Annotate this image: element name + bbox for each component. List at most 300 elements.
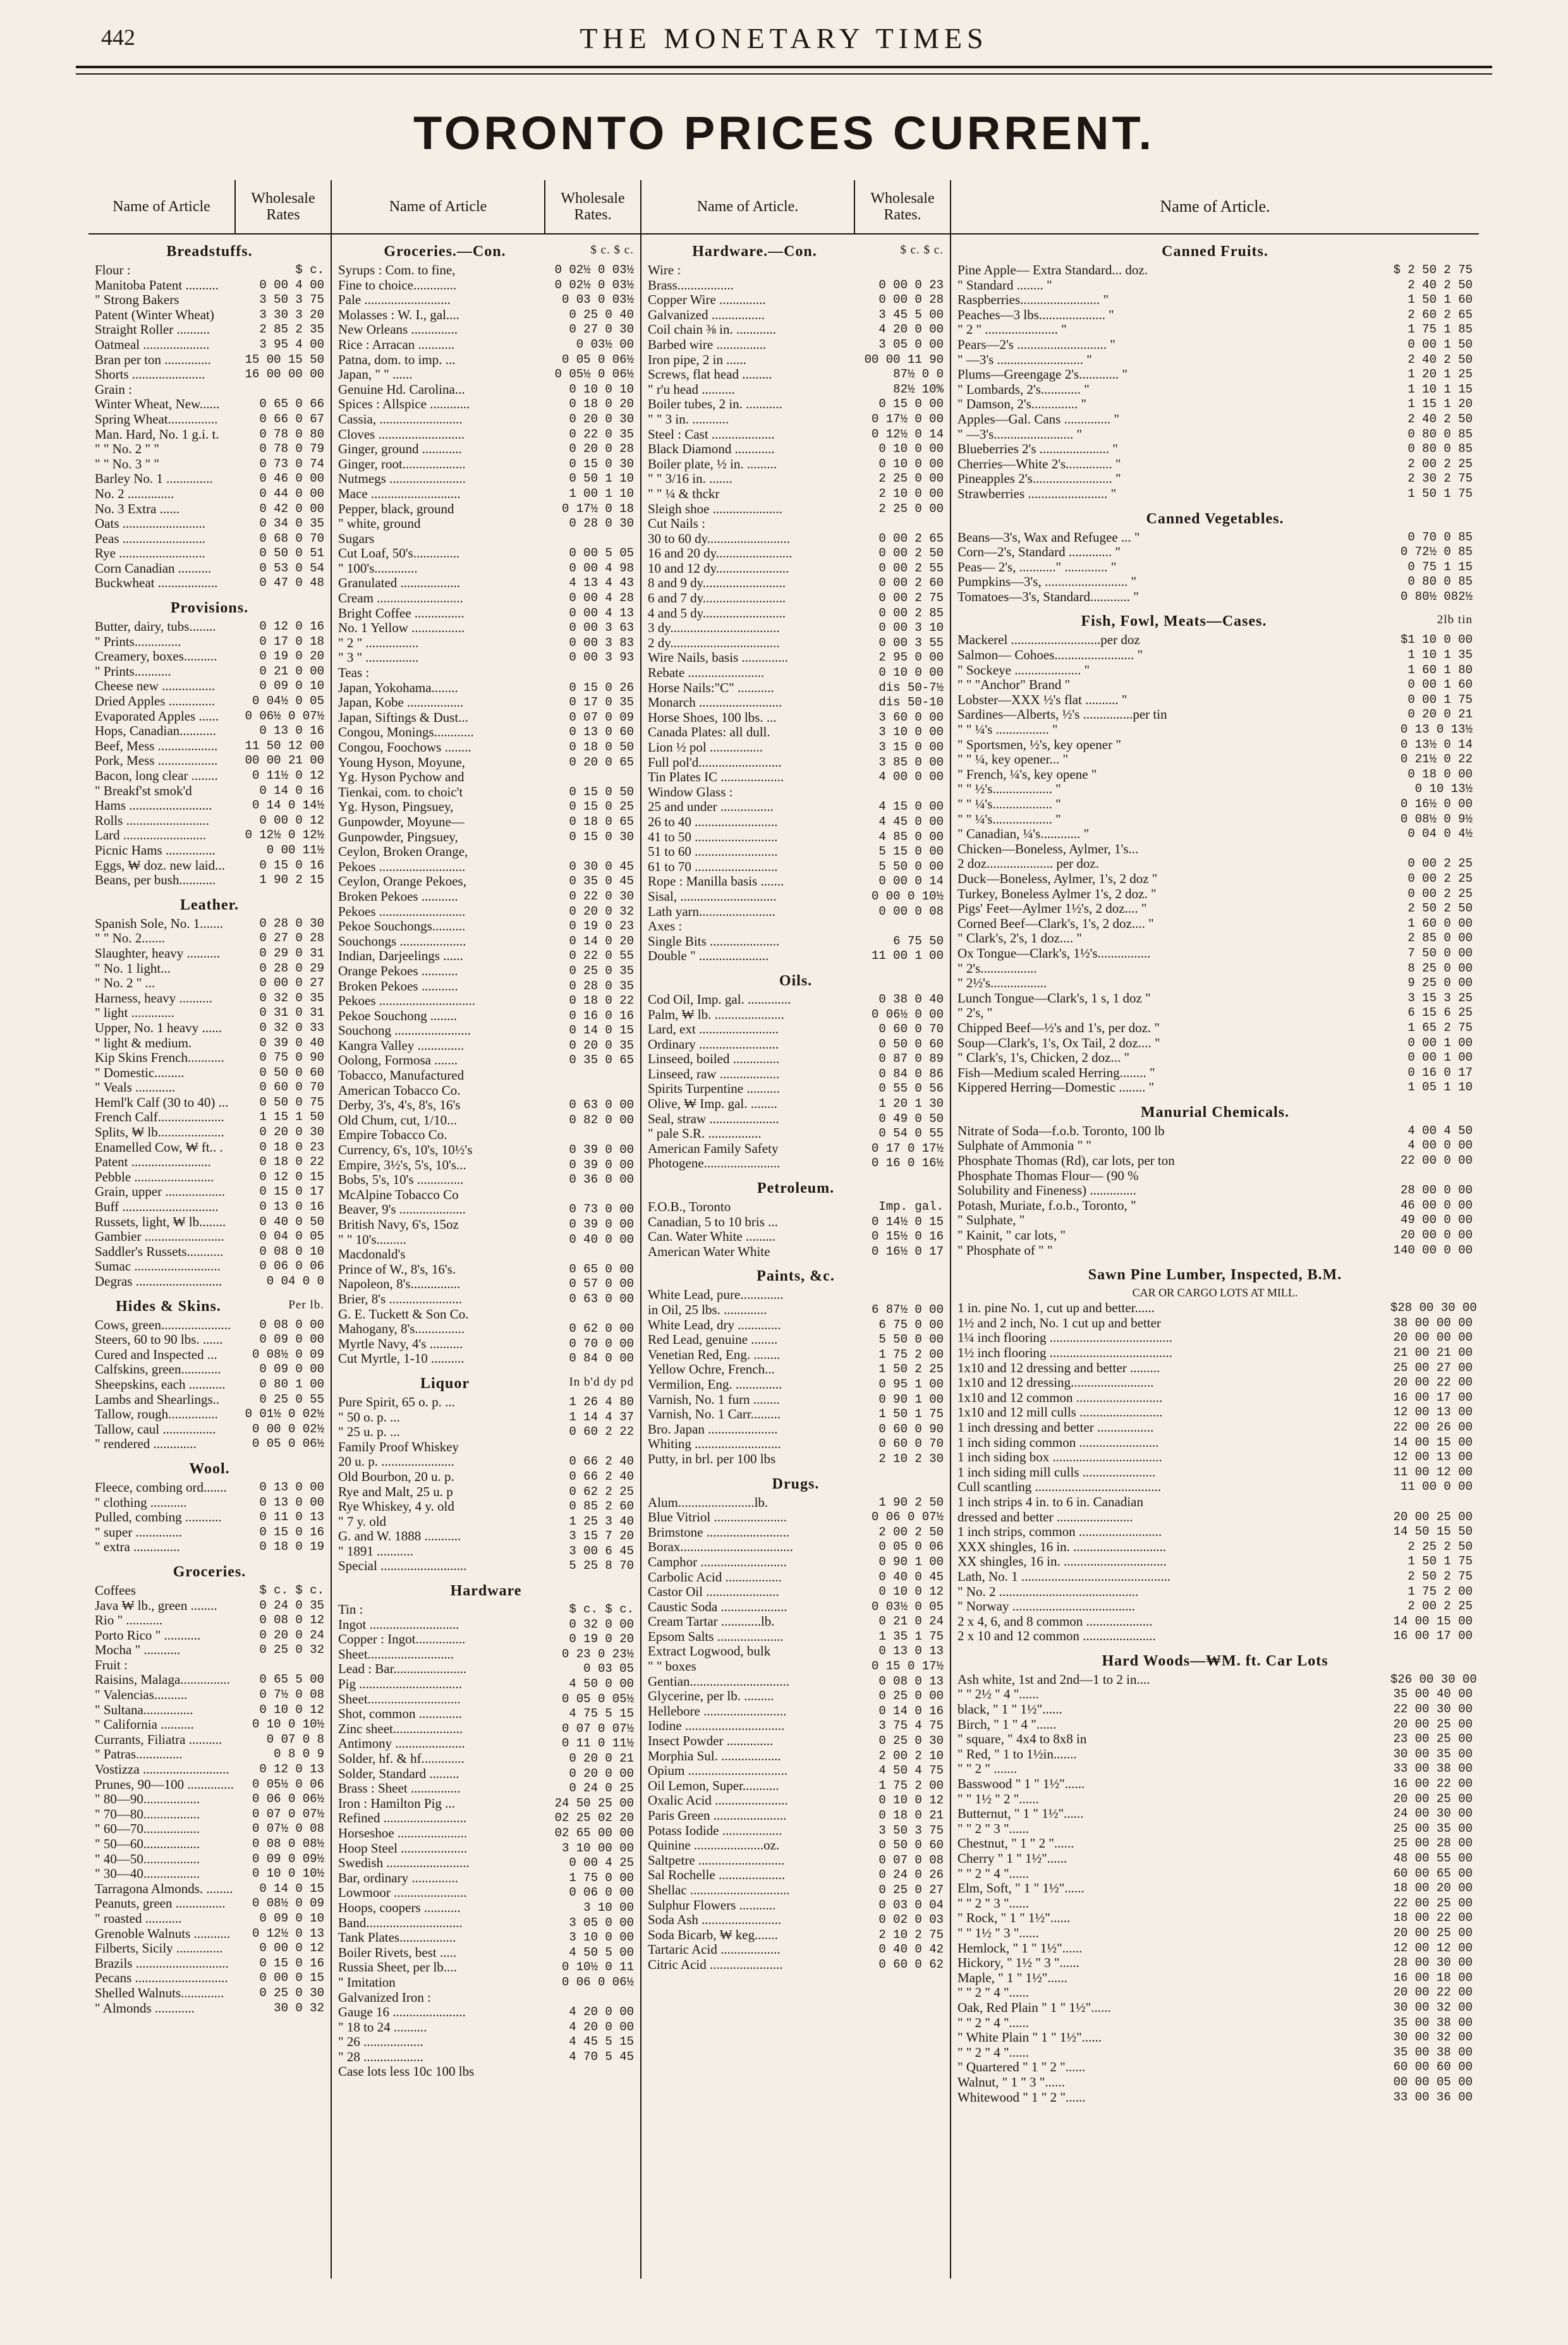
price-row xyxy=(648,382,944,398)
price-row xyxy=(338,785,634,800)
price-row xyxy=(648,666,944,681)
article-name: Patent ........................ xyxy=(95,1155,211,1170)
price-row xyxy=(957,1228,1473,1243)
wholesale-rate: 0 08½ 0 09 xyxy=(252,1347,324,1361)
price-row xyxy=(338,2064,634,2080)
price-row xyxy=(957,442,1473,457)
wholesale-rate: $26 00 30 00 xyxy=(1390,1672,1477,1686)
price-row xyxy=(648,770,944,785)
wholesale-rate: 0 13 0 60 xyxy=(569,725,634,740)
price-row xyxy=(338,1602,634,1617)
price-row xyxy=(957,2075,1473,2090)
article-name: Beans, per bush........... xyxy=(95,873,216,888)
article-name: Citric Acid ...................... xyxy=(648,1957,783,1972)
price-row xyxy=(648,1942,944,1958)
price-row xyxy=(338,1707,634,1722)
wholesale-rate: 0 07 0 8 xyxy=(266,1732,324,1746)
price-row xyxy=(957,961,1473,977)
wholesale-rate: 6 75 50 xyxy=(893,934,944,948)
price-row xyxy=(648,755,944,770)
price-row xyxy=(648,1348,944,1363)
article-name: Grenoble Walnuts ........... xyxy=(95,1926,231,1941)
price-row xyxy=(648,1422,944,1437)
article-name: " " ¼, key opener... " xyxy=(957,752,1069,767)
article-name: Ingot ........................... xyxy=(338,1617,459,1632)
wholesale-rate: 0 7½ 0 08 xyxy=(259,1688,324,1702)
price-row xyxy=(338,457,634,472)
price-row xyxy=(95,1348,324,1363)
article-name: Camphor .......................... xyxy=(648,1554,787,1569)
price-row xyxy=(95,1170,324,1185)
price-row xyxy=(338,1990,634,2006)
article-name: Filberts, Sicily .............. xyxy=(95,1941,223,1956)
article-name: Salmon— Cohoes........................ " xyxy=(957,648,1143,663)
wholesale-rate: 28 00 30 00 xyxy=(1393,1956,1473,1970)
price-row xyxy=(648,1540,944,1555)
article-name: " —3's .......................... " xyxy=(957,352,1092,367)
article-name: Barbed wire ............... xyxy=(648,337,767,352)
price-row xyxy=(338,427,634,442)
article-name: Castor Oil ...................... xyxy=(648,1585,779,1600)
article-name: " California .......... xyxy=(95,1717,194,1733)
wholesale-rate: 0 05 0 06½ xyxy=(252,1437,324,1451)
price-row xyxy=(95,843,324,858)
article-name: Black Diamond ............ xyxy=(648,442,775,457)
article-name: 61 to 70 ......................... xyxy=(648,859,778,874)
wholesale-rate: 0 00 2 75 xyxy=(878,591,944,606)
price-row xyxy=(338,1781,634,1796)
wholesale-rate: 0 80 1 00 xyxy=(259,1377,324,1391)
price-row xyxy=(338,2020,634,2035)
wholesale-rate xyxy=(552,2064,634,2080)
price-row xyxy=(957,931,1473,946)
price-row xyxy=(957,1806,1473,1822)
price-row xyxy=(648,1008,944,1023)
article-name: Brier, 8's ...................... xyxy=(338,1291,463,1306)
article-name: Hams ......................... xyxy=(95,798,212,813)
price-row xyxy=(648,1318,944,1333)
article-name: " " ¼'s.................. " xyxy=(957,797,1061,812)
wholesale-rate: dis 50-10 xyxy=(878,695,944,710)
price-row xyxy=(648,1734,944,1749)
article-name: 4 and 5 dy......................... xyxy=(648,606,786,621)
wholesale-rate: 0 20 0 30 xyxy=(259,1125,324,1140)
price-row xyxy=(957,1375,1473,1391)
wholesale-rate: 0 28 0 30 xyxy=(569,516,634,531)
wholesale-rate: 49 00 0 00 xyxy=(1400,1213,1473,1227)
price-row xyxy=(95,813,324,829)
price-row xyxy=(648,1704,944,1719)
wholesale-rate: 0 13 0 00 xyxy=(259,1495,324,1509)
article-name: Sisal, ............................. xyxy=(648,889,777,904)
article-name: Harness, heavy .......... xyxy=(95,990,213,1006)
article-name: " square, " 4x4 to 8x8 in xyxy=(957,1732,1087,1747)
article-name: Monarch ......................... xyxy=(648,695,782,710)
price-row xyxy=(95,1672,324,1688)
price-row xyxy=(957,1896,1473,1911)
price-row xyxy=(95,1911,324,1927)
article-name: " Strong Bakers xyxy=(95,293,179,308)
article-name: Ceylon, Orange Pekoes, xyxy=(338,874,466,889)
section-heading xyxy=(95,1298,324,1315)
article-name: " 3 " ................ xyxy=(338,650,419,666)
price-row xyxy=(95,1703,324,1718)
price-row xyxy=(338,636,634,651)
article-name: Sleigh shoe ..................... xyxy=(648,501,782,516)
price-row xyxy=(648,919,944,934)
wholesale-rate: 0 46 0 00 xyxy=(259,472,324,486)
wholesale-rate: 0 09 0 10 xyxy=(259,1911,324,1925)
wholesale-rate: 0 62 0 00 xyxy=(569,1322,634,1336)
price-row xyxy=(648,1883,944,1898)
price-row xyxy=(957,797,1473,812)
article-name: Cheese new ................ xyxy=(95,679,216,694)
wholesale-rate: 0 00 2 60 xyxy=(878,576,944,590)
wholesale-rate: 0 18 0 21 xyxy=(878,1808,944,1822)
price-row xyxy=(95,1747,324,1762)
article-name: Mocha " ........... xyxy=(95,1643,181,1658)
article-name: Slaughter, heavy .......... xyxy=(95,946,221,961)
article-name: Rice : Arracan ........... xyxy=(338,337,455,352)
price-row xyxy=(95,397,324,412)
wholesale-rate: 0 14 0 16 xyxy=(259,783,324,798)
article-name: 2 x 4, 6, and 8 common .................... xyxy=(957,1614,1153,1629)
wholesale-rate: 0 09 0 00 xyxy=(259,1362,324,1377)
wholesale-rate: 4 20 0 00 xyxy=(569,2005,634,2019)
wholesale-rate: 0 07 0 07½ xyxy=(252,1806,324,1821)
price-row xyxy=(338,2035,634,2050)
price-row xyxy=(648,442,944,457)
wholesale-rate: 4 20 0 00 xyxy=(569,2019,634,2034)
price-row xyxy=(95,427,324,442)
wholesale-rate: 0 16 0 16½ xyxy=(871,1156,944,1171)
price-row xyxy=(338,487,634,502)
article-name: 41 to 50 ......................... xyxy=(648,829,778,844)
price-row xyxy=(957,427,1473,442)
section-heading: Drugs. xyxy=(772,1475,820,1492)
wholesale-rate: 22 00 0 00 xyxy=(1400,1154,1473,1168)
price-row xyxy=(95,649,324,664)
wholesale-rate: 0 25 0 35 xyxy=(569,963,634,978)
wholesale-rate xyxy=(861,919,944,934)
wholesale-rate xyxy=(552,1990,634,2006)
price-row xyxy=(338,308,634,323)
section-heading: Provisions. xyxy=(170,600,249,617)
article-name: Barley No. 1 .............. xyxy=(95,472,213,487)
price-row xyxy=(648,1303,944,1318)
wholesale-rate: 35 00 40 00 xyxy=(1393,1687,1473,1702)
price-row xyxy=(957,648,1473,663)
article-name: Lambs and Shearlings.. xyxy=(95,1392,220,1407)
wholesale-rate: 0 10 0 10 xyxy=(569,382,634,396)
wholesale-rate xyxy=(861,516,944,532)
price-row xyxy=(338,1617,634,1633)
price-row xyxy=(95,1882,324,1897)
price-row xyxy=(338,1975,634,1990)
article-name: " 2 " ...................... " xyxy=(957,322,1067,338)
wholesale-rate: 2 85 2 35 xyxy=(259,322,324,337)
article-name: Alum.......................lb. xyxy=(648,1495,769,1510)
article-name: Fish—Medium scaled Herring........ " xyxy=(957,1065,1155,1080)
wholesale-rate: 0 03½ 0 05 xyxy=(871,1599,944,1614)
article-name: Lunch Tongue—Clark's, 1 s, 1 doz " xyxy=(957,990,1151,1006)
price-row xyxy=(957,1021,1473,1036)
price-row xyxy=(957,1614,1473,1629)
price-row xyxy=(338,919,634,934)
price-row xyxy=(338,964,634,979)
wholesale-rate: 0 00 0 08 xyxy=(878,904,944,918)
price-row xyxy=(648,263,944,278)
price-row xyxy=(95,1095,324,1111)
wholesale-rate: 0 39 0 00 xyxy=(569,1157,634,1172)
price-row xyxy=(95,353,324,368)
wholesale-rate: 3 50 3 75 xyxy=(878,1823,944,1837)
wholesale-rate: 3 75 4 75 xyxy=(878,1719,944,1733)
wholesale-rate: 0 30 0 45 xyxy=(569,859,634,874)
price-row xyxy=(95,502,324,517)
price-row xyxy=(648,1659,944,1674)
wholesale-rate: 0 40 0 45 xyxy=(878,1569,944,1584)
wholesale-rate: 0 22 0 35 xyxy=(569,427,634,441)
article-name: " Veals ............ xyxy=(95,1080,176,1095)
article-name: Mahogany, 8's............... xyxy=(338,1322,465,1337)
article-name: Corn Canadian .......... xyxy=(95,561,212,576)
article-name: " 30—40................. xyxy=(95,1867,200,1882)
price-row xyxy=(95,278,324,293)
wholesale-rate: 20 00 00 00 xyxy=(1393,1331,1473,1345)
wholesale-rate: 1 25 3 40 xyxy=(569,1514,634,1528)
wholesale-rate: 3 95 4 00 xyxy=(259,337,324,351)
article-name: Napoleon, 8's............... xyxy=(338,1277,461,1292)
price-row xyxy=(957,278,1473,293)
price-row xyxy=(95,1229,324,1245)
wholesale-rate: 0 00 2 85 xyxy=(878,606,944,620)
wholesale-rate: 0 14 0 16 xyxy=(878,1703,944,1718)
price-row xyxy=(957,2030,1473,2045)
article-name: Strawberries ........................ " xyxy=(957,486,1117,501)
price-row xyxy=(95,1688,324,1703)
section-heading: Leather. xyxy=(179,896,240,913)
wholesale-rate: 0 78 0 79 xyxy=(259,442,324,456)
article-name: Brazils ............................ xyxy=(95,1956,229,1971)
wholesale-rate: 0 00 1 60 xyxy=(1407,678,1473,692)
price-row xyxy=(648,650,944,666)
article-name: Phosphate Thomas Flour— (90 % xyxy=(957,1168,1139,1183)
price-row xyxy=(957,901,1473,917)
price-row xyxy=(957,1926,1473,1941)
wholesale-rate: 0 10 0 00 xyxy=(878,442,944,456)
price-row xyxy=(338,1217,634,1233)
article-name: Old Chum, cut, 1/10... xyxy=(338,1112,457,1128)
wholesale-rate: 0 00 4 28 xyxy=(569,591,634,606)
price-row xyxy=(648,860,944,875)
wholesale-rate: 0 21 0 00 xyxy=(259,664,324,678)
wholesale-rate: 0 65 0 66 xyxy=(259,397,324,411)
price-row xyxy=(95,931,324,946)
price-row xyxy=(648,1913,944,1928)
article-name: " 50—60................. xyxy=(95,1837,200,1851)
wholesale-rate: 0 07 0 08 xyxy=(878,1853,944,1867)
article-name: " light & medium. xyxy=(95,1035,192,1051)
wholesale-rate: $ c. $ c. xyxy=(569,1602,634,1617)
article-name: Birch, " 1 " 4 "...... xyxy=(957,1717,1057,1732)
article-name: Cloves .......................... xyxy=(338,427,465,442)
article-name: Blue Vitriol ...................... xyxy=(648,1510,787,1525)
wholesale-rate: 0 15 0 30 xyxy=(569,456,634,471)
section-heading-text: Fish, Fowl, Meats—Cases. xyxy=(1081,613,1267,630)
wholesale-rate: 0 05 0 06½ xyxy=(561,352,634,367)
price-row xyxy=(338,1692,634,1707)
price-row xyxy=(957,633,1473,648)
article-name: Potass Iodide .................. xyxy=(648,1823,782,1838)
price-row xyxy=(957,1391,1473,1406)
wholesale-rate: 0 63 0 00 xyxy=(569,1291,634,1306)
price-row xyxy=(648,1838,944,1853)
article-name: Epsom Salts .................... xyxy=(648,1629,784,1644)
wholesale-rate: 0 17 0 18 xyxy=(259,634,324,649)
article-name: Rye .......................... xyxy=(95,546,205,561)
article-name: in Oil, 25 lbs. ............. xyxy=(648,1303,767,1317)
article-name: Rye and Malt, 25 u. p xyxy=(338,1484,453,1499)
price-row xyxy=(338,472,634,487)
wholesale-rate: 0 08 0 13 xyxy=(878,1674,944,1688)
wholesale-rate: 0 00 5 05 xyxy=(569,546,634,561)
price-row xyxy=(648,1067,944,1082)
article-name: " Canadian, ¼'s............ " xyxy=(957,827,1090,842)
article-name: XX shingles, 16 in. ............................... xyxy=(957,1554,1167,1569)
wholesale-rate: 0 60 0 70 xyxy=(878,1437,944,1451)
article-name: Pekoe Souchongs.......... xyxy=(338,919,466,934)
wholesale-rate: 4 50 0 00 xyxy=(569,1677,634,1691)
wholesale-rate: 0 80 0 85 xyxy=(1407,442,1473,456)
price-row xyxy=(957,1540,1473,1555)
wholesale-rate: 0 06 0 06½ xyxy=(561,1975,634,1989)
wholesale-rate: 0 24 0 26 xyxy=(878,1868,944,1882)
article-name: Red Lead, genuine ........ xyxy=(648,1332,778,1348)
article-name: " " No. 2....... xyxy=(95,931,166,946)
article-name: Kippered Herring—Domestic ........ " xyxy=(957,1080,1155,1095)
wholesale-rate: 0 78 0 80 xyxy=(259,427,324,441)
price-row xyxy=(95,1792,324,1807)
wholesale-rate: 0 20 0 30 xyxy=(569,411,634,426)
article-name: Straight Roller .......... xyxy=(95,322,210,338)
price-row xyxy=(648,1525,944,1540)
wholesale-rate: 0 10 0 12 xyxy=(878,1793,944,1808)
article-name: Rye Whiskey, 4 y. old xyxy=(338,1499,454,1514)
article-name: Butter, dairy, tubs........ xyxy=(95,619,216,635)
wholesale-rate: 0 50 0 60 xyxy=(878,1838,944,1853)
article-name: Shelled Walnuts............. xyxy=(95,1985,224,2001)
wholesale-rate: 0 00 11½ xyxy=(266,843,324,857)
price-row xyxy=(338,934,634,949)
price-row xyxy=(338,278,634,293)
price-row xyxy=(95,1837,324,1852)
price-row xyxy=(648,1097,944,1112)
article-name: Venetian Red, Eng. ........ xyxy=(648,1347,781,1362)
article-name: Lard ......................... xyxy=(95,828,207,843)
price-row xyxy=(338,1736,634,1751)
price-row xyxy=(95,1495,324,1511)
article-name: Ox Tongue—Clark's, 1½'s................ xyxy=(957,946,1151,961)
price-row xyxy=(648,695,944,710)
article-name: No. 1 Yellow ................ xyxy=(338,621,465,636)
wholesale-rate: 0 19 0 23 xyxy=(569,919,634,934)
article-name: F.O.B., Toronto xyxy=(648,1200,731,1215)
section-heading: Hard Woods—₩M. ft. Car Lots xyxy=(1102,1652,1328,1669)
article-name: Eggs, ₩ doz. new laid... xyxy=(95,858,225,873)
wholesale-rate: 6 87½ 0 00 xyxy=(871,1303,944,1317)
wholesale-rate: 0 15 0 16 xyxy=(259,1956,324,1970)
article-name: 6 and 7 dy......................... xyxy=(648,591,786,606)
price-row xyxy=(338,1826,634,1841)
wholesale-rate: 0 25 0 27 xyxy=(878,1882,944,1897)
article-name: Japan, Kobe ................. xyxy=(338,695,464,710)
wholesale-rate: 0 00 1 00 xyxy=(1407,1051,1473,1065)
price-row xyxy=(648,1585,944,1600)
wholesale-rate: 0 66 2 40 xyxy=(569,1469,634,1483)
wholesale-rate: 1 35 1 75 xyxy=(878,1629,944,1643)
price-row xyxy=(338,293,634,308)
article-name: Axes : xyxy=(648,919,683,934)
article-name: " 2's, " xyxy=(957,1006,993,1021)
wholesale-rate: 2 10 2 30 xyxy=(878,1451,944,1466)
section-heading xyxy=(648,243,944,260)
price-row xyxy=(338,1930,634,1946)
wholesale-rate: 0 06 0 00 xyxy=(569,1885,634,1900)
price-row xyxy=(648,1245,944,1260)
article-name: " light ............. xyxy=(95,1006,174,1021)
price-row xyxy=(648,1052,944,1067)
article-name: Galvanized Iron : xyxy=(338,1990,431,2005)
article-name: 16 and 20 dy....................... xyxy=(648,546,793,561)
article-name: " " ½'s.................. " xyxy=(957,782,1061,797)
price-row xyxy=(957,353,1473,368)
article-name: Cut Nails : xyxy=(648,516,706,532)
price-row xyxy=(648,308,944,323)
article-name: Pepper, black, ground xyxy=(338,501,454,516)
wholesale-rate: 0 09 0 09½ xyxy=(252,1851,324,1866)
price-row xyxy=(95,828,324,843)
price-row xyxy=(957,1346,1473,1361)
wholesale-rate: 2 30 2 75 xyxy=(1407,472,1473,486)
wholesale-rate: 2 50 2 50 xyxy=(1407,901,1473,916)
price-row xyxy=(648,516,944,532)
price-row xyxy=(648,353,944,368)
wholesale-rate: 0 21 0 24 xyxy=(878,1614,944,1629)
wholesale-rate: 0 00 0 28 xyxy=(878,293,944,307)
wholesale-rate: 5 15 0 00 xyxy=(878,844,944,859)
article-name: Patna, dom. to imp. ... xyxy=(338,352,456,367)
column-header-rates: Wholesale Rates. xyxy=(544,180,640,233)
price-row xyxy=(95,2001,324,2016)
wholesale-rate: 0 18 0 19 xyxy=(259,1540,324,1554)
price-row xyxy=(95,724,324,739)
wholesale-rate: 0 13 0 00 xyxy=(259,1480,324,1494)
wholesale-rate: 0 24 0 35 xyxy=(259,1598,324,1612)
wholesale-rate: 0 44 0 00 xyxy=(259,486,324,501)
price-row xyxy=(338,1662,634,1677)
wholesale-rate: 1 75 2 00 xyxy=(1407,1584,1473,1599)
price-row xyxy=(648,1229,944,1245)
column-4-header xyxy=(951,180,1479,234)
section-heading: Oils. xyxy=(779,972,813,989)
price-row xyxy=(957,707,1473,722)
wholesale-rate: 20 00 25 00 xyxy=(1393,1717,1473,1731)
wholesale-rate: 0 02 0 03 xyxy=(878,1913,944,1927)
wholesale-rate: 0 00 3 83 xyxy=(569,635,634,650)
article-name: " —3's........................ " xyxy=(957,427,1083,442)
price-row xyxy=(95,457,324,472)
